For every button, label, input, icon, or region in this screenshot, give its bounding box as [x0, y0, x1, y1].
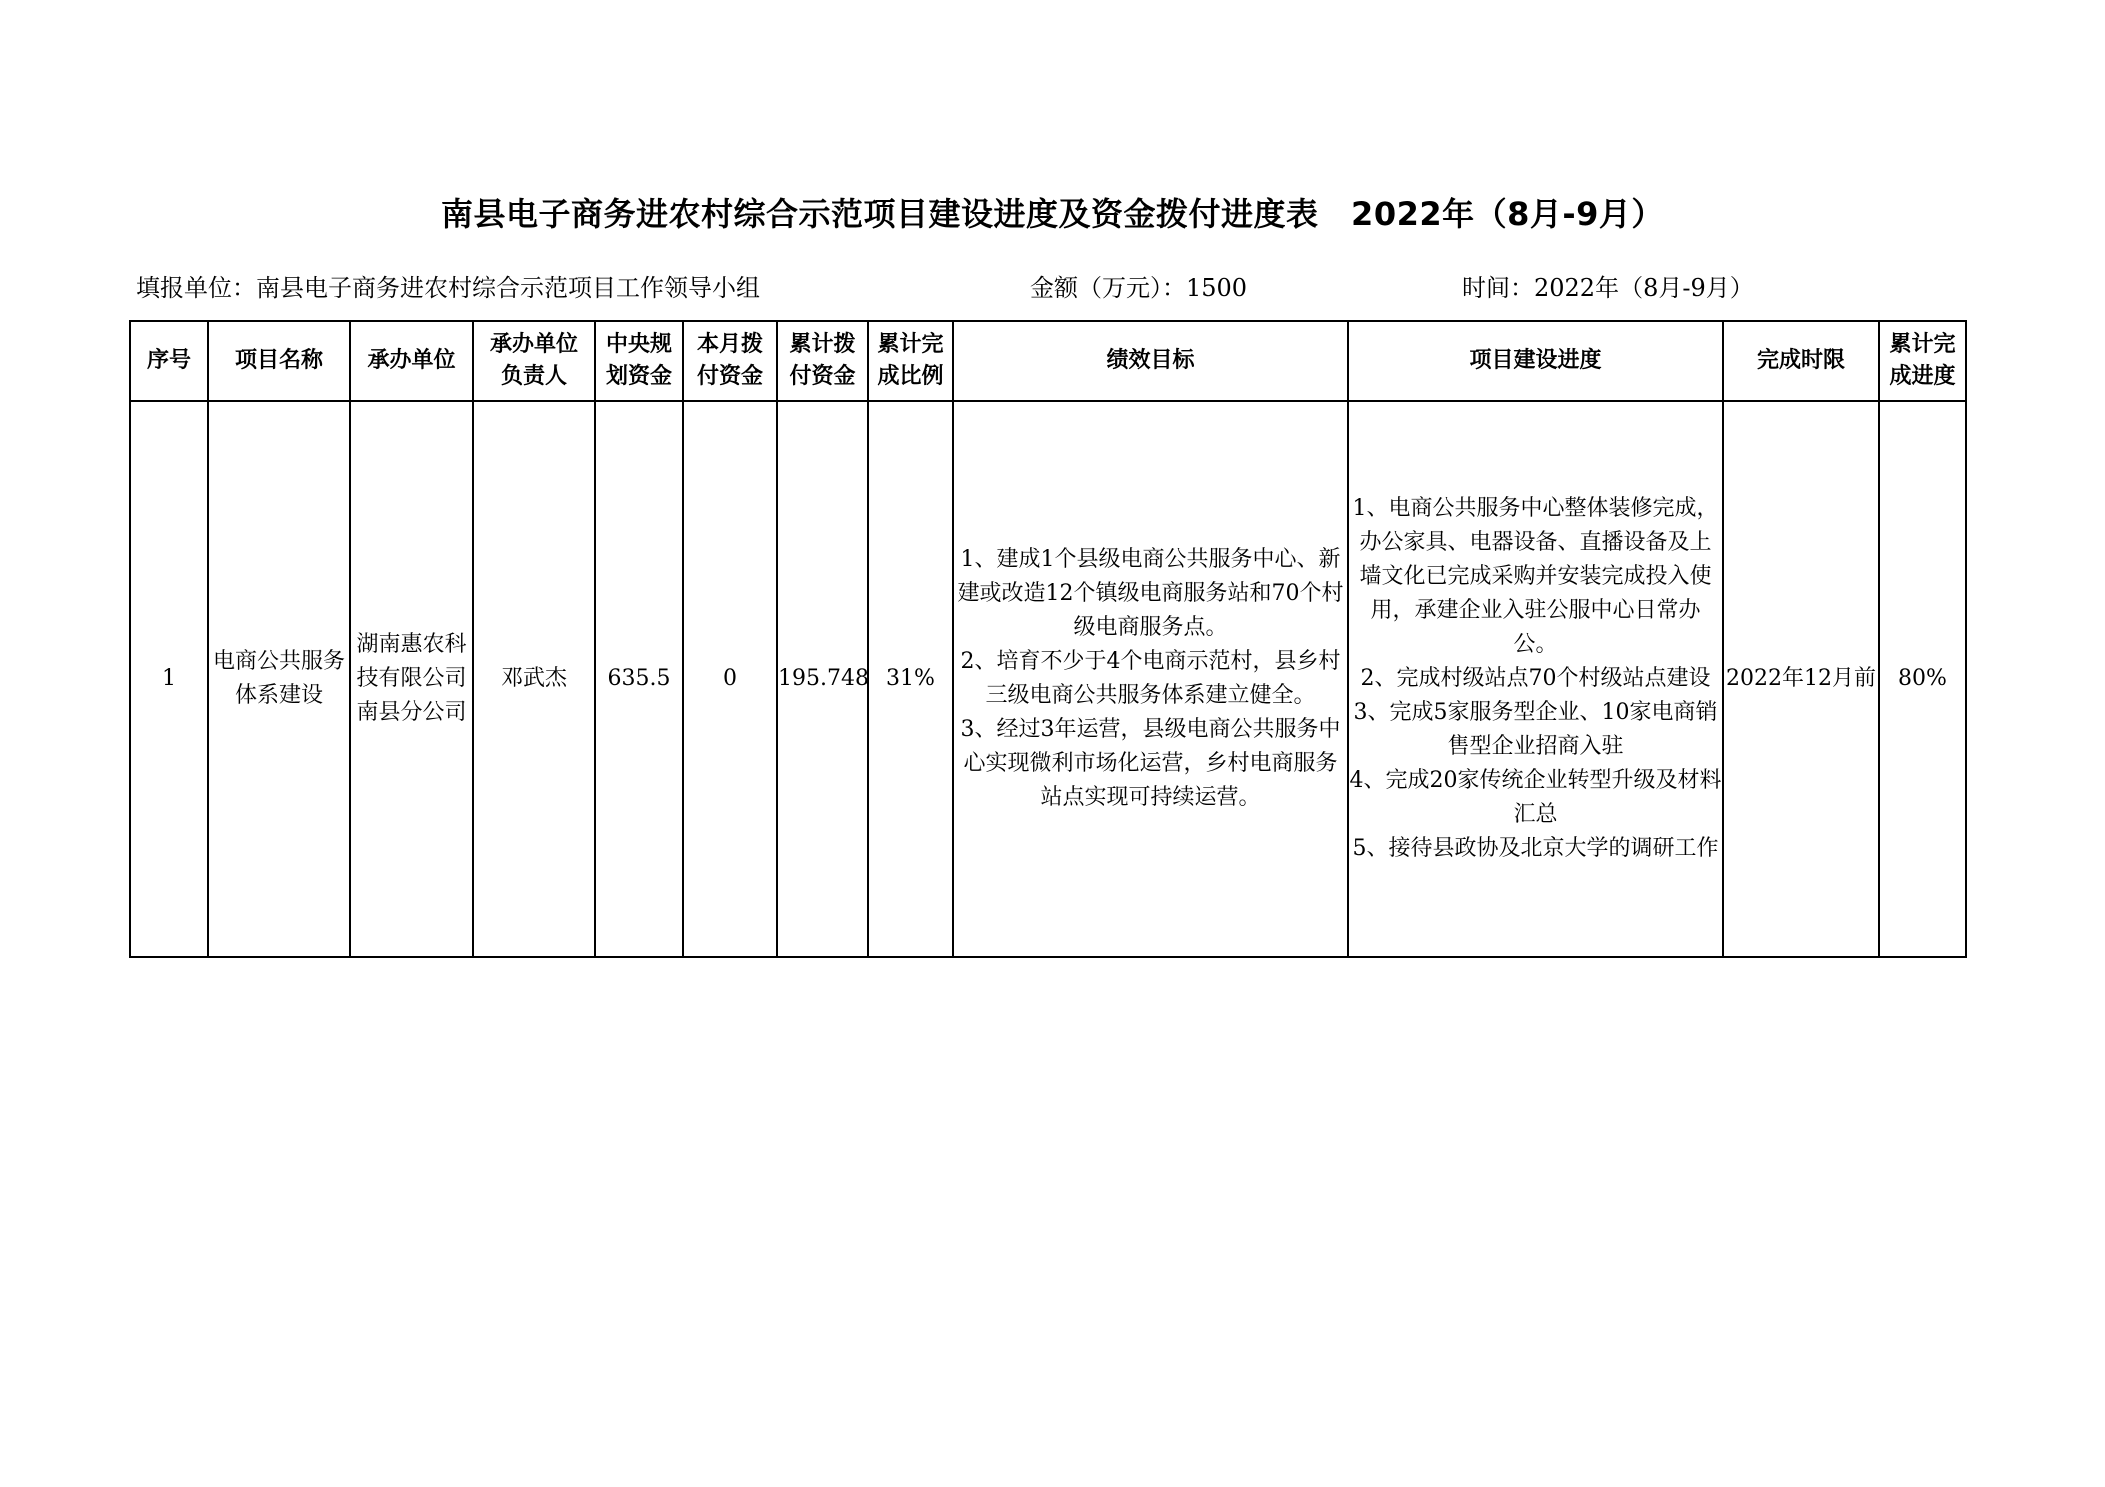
- table-row: [130, 401, 1966, 957]
- header-undertaker-lead: 承办单位 负责人: [473, 321, 595, 401]
- cell-goals: [953, 401, 1348, 957]
- header-goal: 绩效目标: [953, 321, 1348, 401]
- progress-item: 2、完成村级站点70个村级站点建设: [1360, 666, 1711, 691]
- cell-deadline: 2022年12月前: [1723, 401, 1879, 957]
- cell-progress: [1348, 401, 1723, 957]
- page-title: 南县电子商务进农村综合示范项目建设进度及资金拨付进度表 2022年（8月-9月）: [441, 195, 1664, 233]
- cell-undertaker: 湖南惠农科技有限公司南县分公司: [350, 401, 473, 957]
- progress-table: [129, 320, 1967, 958]
- cell-cumulative-ratio: 31%: [868, 401, 953, 957]
- header-cumulative-fund: 累计拨 付资金: [777, 321, 868, 401]
- progress-item: 1、电商公共服务中心整体装修完成，办公家具、电器设备、直播设备及上墙文化已完成采购并安装完成投入使用，承建企业入驻公服中心日常办公。: [1352, 496, 1719, 657]
- progress-item: 3、完成5家服务型企业、10家电商销售型企业招商入驻: [1353, 700, 1718, 759]
- cell-month-fund: 0: [683, 401, 777, 957]
- header-central-fund: 中央规 划资金: [595, 321, 683, 401]
- total-amount: 金额（万元）：1500: [1030, 274, 1248, 302]
- header-progress: 项目建设进度: [1348, 321, 1723, 401]
- goal-item: 2、培育不少于4个电商示范村，县乡村三级电商公共服务体系建立健全。: [960, 649, 1341, 708]
- cell-cumulative-fund: 195.748: [777, 401, 868, 957]
- header-row: [130, 321, 1966, 401]
- goal-item: 3、经过3年运营，县级电商公共服务中心实现微利市场化运营，乡村电商服务站点实现可持续运营。: [960, 717, 1341, 810]
- progress-item: 5、接待县政协及北京大学的调研工作: [1352, 836, 1719, 861]
- reporting-unit: 填报单位：南县电子商务进农村综合示范项目工作领导小组: [136, 274, 760, 302]
- cell-cumulative-progress: 80%: [1879, 401, 1966, 957]
- progress-item: 4、完成20家传统企业转型升级及材料汇总: [1349, 768, 1722, 827]
- cell-central-fund: 635.5: [595, 401, 683, 957]
- header-project-name: 项目名称: [208, 321, 350, 401]
- cell-lead: 邓武杰: [473, 401, 595, 957]
- header-seq: 序号: [130, 321, 208, 401]
- header-cumulative-progress: 累计完 成进度: [1879, 321, 1966, 401]
- header-undertaker: 承办单位: [350, 321, 473, 401]
- report-period: 时间：2022年（8月-9月）: [1462, 274, 1754, 302]
- goal-item: 1、建成1个县级电商公共服务中心、新建或改造12个镇级电商服务站和70个村级电商服务点。: [957, 547, 1344, 640]
- cell-seq: 1: [130, 401, 208, 957]
- cell-project-name: 电商公共服务体系建设: [208, 401, 350, 957]
- header-month-fund: 本月拨 付资金: [683, 321, 777, 401]
- header-cumulative-ratio: 累计完 成比例: [868, 321, 953, 401]
- header-deadline: 完成时限: [1723, 321, 1879, 401]
